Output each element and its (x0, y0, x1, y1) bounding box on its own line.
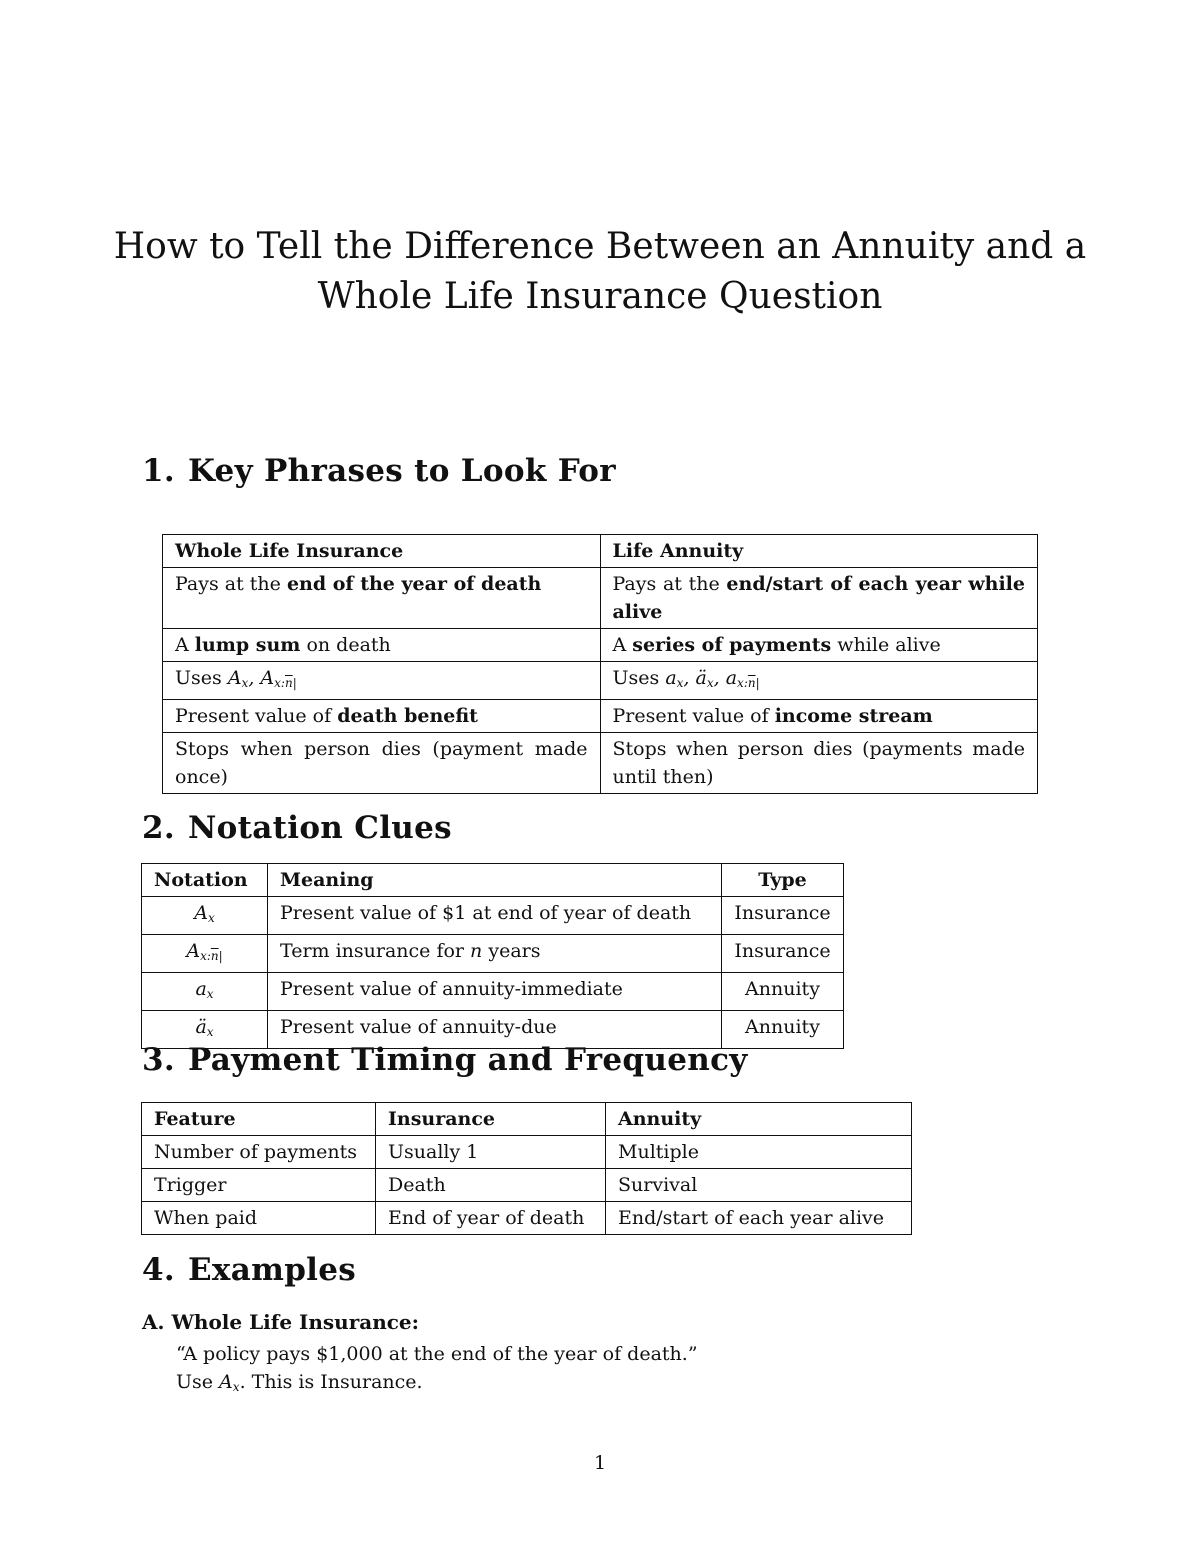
table-cell (163, 700, 601, 733)
notation-clues-table (141, 863, 844, 1049)
cell-text: years (482, 940, 541, 962)
table-row (163, 629, 1038, 662)
table-cell: End/start of each year alive (606, 1202, 912, 1235)
section-heading-4 (142, 1250, 356, 1290)
table-cell: Stops when person dies (payments made until then) (600, 733, 1038, 794)
cell-text: Uses (175, 667, 228, 689)
table-cell: Stops when person dies (payment made once) (163, 733, 601, 794)
title-line-2: Whole Life Insurance Question (317, 276, 883, 317)
table-cell: Present value of annuity-immediate (268, 973, 722, 1011)
section-number: 3. (142, 1042, 175, 1078)
cell-text: Pays at the (175, 573, 287, 595)
table-cell: Insurance (722, 935, 844, 973)
page-number: 1 (593, 1452, 607, 1474)
table-cell (600, 662, 1038, 700)
cell-text: Present value of (175, 705, 338, 727)
math-notation: $A_x$, $A_{x:\overline{n}|}$ (227, 667, 297, 690)
cell-text: while alive (831, 634, 941, 656)
table-cell: Number of payments (142, 1136, 376, 1169)
section-number: 2. (142, 810, 175, 846)
cell-emphasis: death benefit (337, 705, 478, 727)
section-heading-2 (142, 808, 452, 848)
document-title (0, 222, 1200, 322)
cell-emphasis: income stream (774, 705, 933, 727)
notation-cell (142, 935, 268, 973)
table-row (142, 1169, 912, 1202)
table-row (142, 1202, 912, 1235)
section-title: Payment Timing and Frequency (188, 1042, 748, 1078)
cell-text: Term insurance for (280, 940, 471, 962)
example-a-heading: A. Whole Life Insurance: (142, 1310, 420, 1334)
table-cell: End of year of death (376, 1202, 606, 1235)
section-title: Notation Clues (188, 810, 452, 846)
notation-cell (142, 973, 268, 1011)
section-title: Key Phrases to Look For (188, 453, 616, 489)
math-notation: $a_x$, $ä_x$, $a_{x:\overline{n}|}$ (665, 667, 760, 690)
table-cell (163, 629, 601, 662)
table-cell: Trigger (142, 1169, 376, 1202)
table-row (142, 935, 844, 973)
table-cell: Survival (606, 1169, 912, 1202)
math-notation: $A_x$ (219, 1371, 240, 1394)
table-row (163, 662, 1038, 700)
header-cell: Type (722, 864, 844, 897)
example-text: . This is Insurance. (239, 1371, 423, 1393)
title-line-1: How to Tell the Difference Between an Annuity and a (113, 226, 1087, 267)
table-row (163, 700, 1038, 733)
header-cell: Insurance (376, 1103, 606, 1136)
math-variable: n (470, 940, 483, 962)
table-cell (163, 662, 601, 700)
table-header-row (163, 535, 1038, 568)
header-cell: Meaning (268, 864, 722, 897)
cell-emphasis: end/start of each year while alive (612, 573, 1025, 623)
math-notation: $A_x$ (194, 902, 215, 925)
section-number: 4. (142, 1252, 175, 1288)
table-row (142, 973, 844, 1011)
example-a-quote: “A policy pays $1,000 at the end of the year of death.” (176, 1343, 698, 1365)
table-cell: When paid (142, 1202, 376, 1235)
cell-text: A (612, 634, 633, 656)
table-cell (600, 629, 1038, 662)
header-cell: Annuity (606, 1103, 912, 1136)
payment-timing-table (141, 1102, 912, 1235)
table-cell (268, 935, 722, 973)
math-notation: $A_{x:\overline{n}|}$ (186, 940, 223, 963)
section-number: 1. (142, 453, 175, 489)
header-cell: Whole Life Insurance (163, 535, 601, 568)
math-notation: $a_x$ (195, 978, 214, 1001)
table-cell: Annuity (722, 973, 844, 1011)
header-cell: Feature (142, 1103, 376, 1136)
table-cell (163, 568, 601, 629)
cell-emphasis: series of payments (632, 634, 832, 656)
cell-text: Uses (612, 667, 666, 689)
section-title: Examples (188, 1252, 357, 1288)
notation-cell (142, 897, 268, 935)
table-cell: Annuity (722, 1011, 844, 1049)
cell-emphasis: lump sum (194, 634, 301, 656)
table-cell (600, 568, 1038, 629)
key-phrases-table (162, 534, 1038, 794)
table-cell: Present value of annuity-due (268, 1011, 722, 1049)
cell-text: Present value of (612, 705, 775, 727)
example-a-conclusion (176, 1368, 423, 1401)
cell-text: Pays at the (612, 573, 727, 595)
section-heading-3 (142, 1040, 748, 1080)
table-cell: Multiple (606, 1136, 912, 1169)
header-cell: Notation (142, 864, 268, 897)
cell-text: on death (300, 634, 391, 656)
table-row (142, 1136, 912, 1169)
math-notation: $ä_x$ (195, 1016, 214, 1039)
table-row (163, 568, 1038, 629)
example-text: Use (176, 1371, 220, 1393)
table-row (163, 733, 1038, 794)
table-cell: Death (376, 1169, 606, 1202)
table-cell (600, 700, 1038, 733)
cell-emphasis: end of the year of death (286, 573, 542, 595)
table-header-row (142, 1103, 912, 1136)
cell-text: A (175, 634, 195, 656)
section-heading-1 (142, 451, 616, 491)
table-header-row (142, 864, 844, 897)
table-cell: Present value of $1 at end of year of death (268, 897, 722, 935)
table-cell: Insurance (722, 897, 844, 935)
table-row (142, 897, 844, 935)
header-cell: Life Annuity (600, 535, 1038, 568)
table-cell: Usually 1 (376, 1136, 606, 1169)
